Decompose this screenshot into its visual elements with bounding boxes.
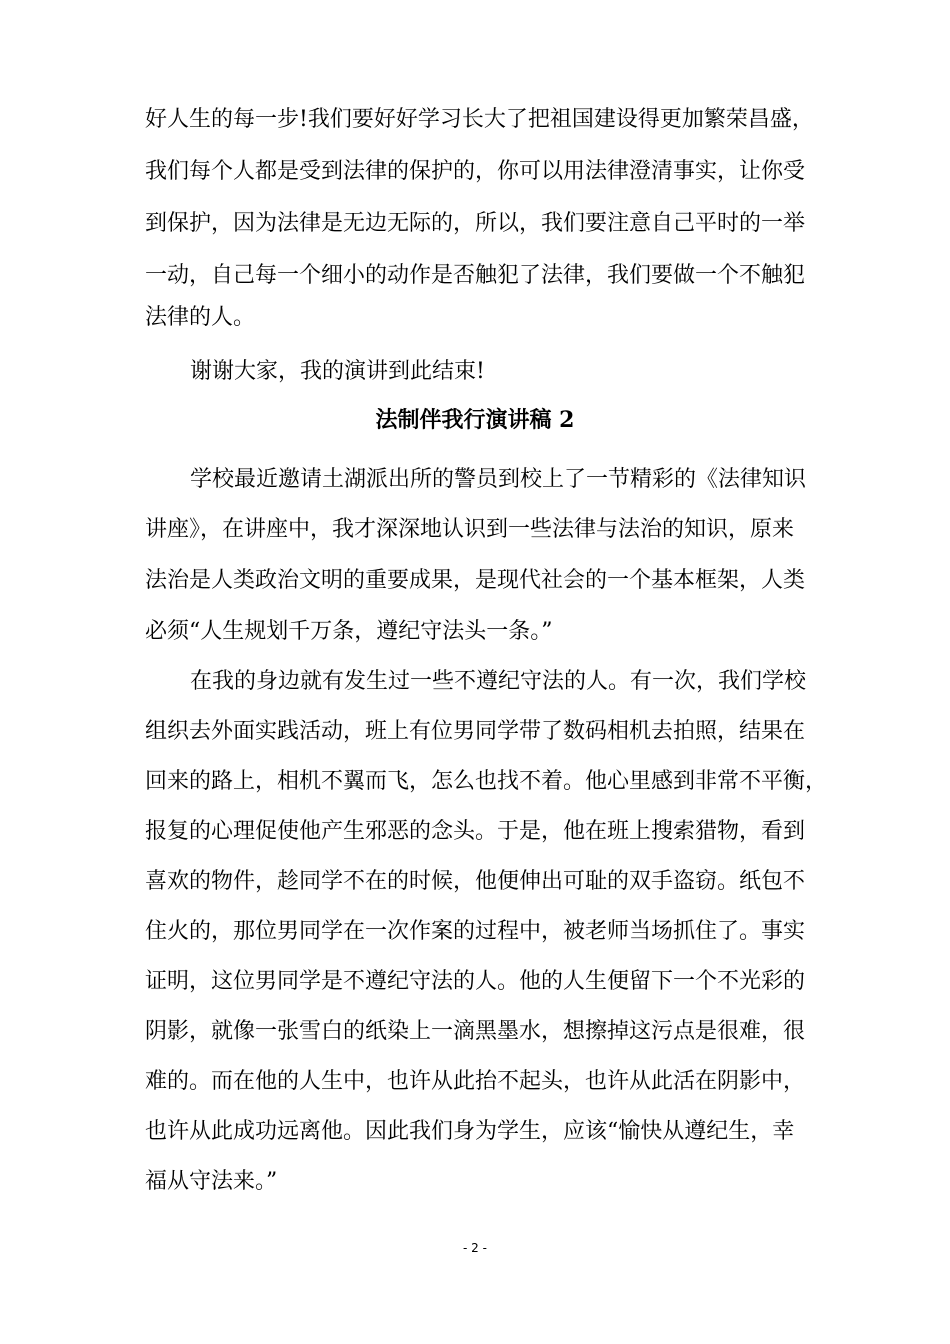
text-line: 到保护，因为法律是无边无际的，所以，我们要注意自己平时的一举 [145,211,806,236]
text-line: 好人生的每一步!我们要好好学习长大了把祖国建设得更加繁荣昌盛， [145,107,814,132]
text-line: 证明，这位男同学是不遵纪守法的人。他的人生便留下一个不光彩的 [145,969,806,994]
text-line: 阴影，就像一张雪白的纸染上一滴黑墨水，想擦掉这污点是很难，很 [145,1019,806,1044]
text-line: 喜欢的物件，趁同学不在的时候，他便伸出可耻的双手盗窃。纸包不 [145,869,806,894]
text-line: 法律的人。 [145,305,256,330]
text-line: 学校最近邀请土湖派出所的警员到校上了一节精彩的《法律知识 [190,467,807,492]
text-line: 难的。而在他的人生中，也许从此抬不起头，也许从此活在阴影中， [145,1069,806,1094]
text-line: 福从守法来。” [145,1169,278,1194]
text-line: 住火的，那位男同学在一次作案的过程中，被老师当场抓住了。事实 [145,919,806,944]
text-line: 一动，自己每一个细小的动作是否触犯了法律，我们要做一个不触犯 [145,263,806,288]
text-line: 法治是人类政治文明的重要成果，是现代社会的一个基本框架，人类 [145,568,806,593]
text-line: 我们每个人都是受到法律的保护的，你可以用法律澄清事实，让你受 [145,159,806,184]
text-line: 也许从此成功远离他。因此我们身为学生，应该“愉快从遵纪生，幸 [145,1119,795,1144]
section-heading: 法制伴我行演讲稿 2 [375,407,575,433]
text-line: 谢谢大家，我的演讲到此结束! [190,359,485,384]
text-line: 回来的路上，相机不翼而飞，怎么也找不着。他心里感到非常不平衡， [145,769,828,794]
text-line: 报复的心理促使他产生邪恶的念头。于是，他在班上搜索猎物，看到 [145,819,806,844]
text-line: 讲座》，在讲座中，我才深深地认识到一些法律与法治的知识，原来 [145,517,795,542]
text-line: 组织去外面实践活动，班上有位男同学带了数码相机去拍照，结果在 [145,719,806,744]
text-line: 在我的身边就有发生过一些不遵纪守法的人。有一次，我们学校 [190,669,807,694]
page-number: - 2 - [463,1241,487,1255]
text-line: 必须“人生规划千万条，遵纪守法头一条。” [145,619,553,644]
